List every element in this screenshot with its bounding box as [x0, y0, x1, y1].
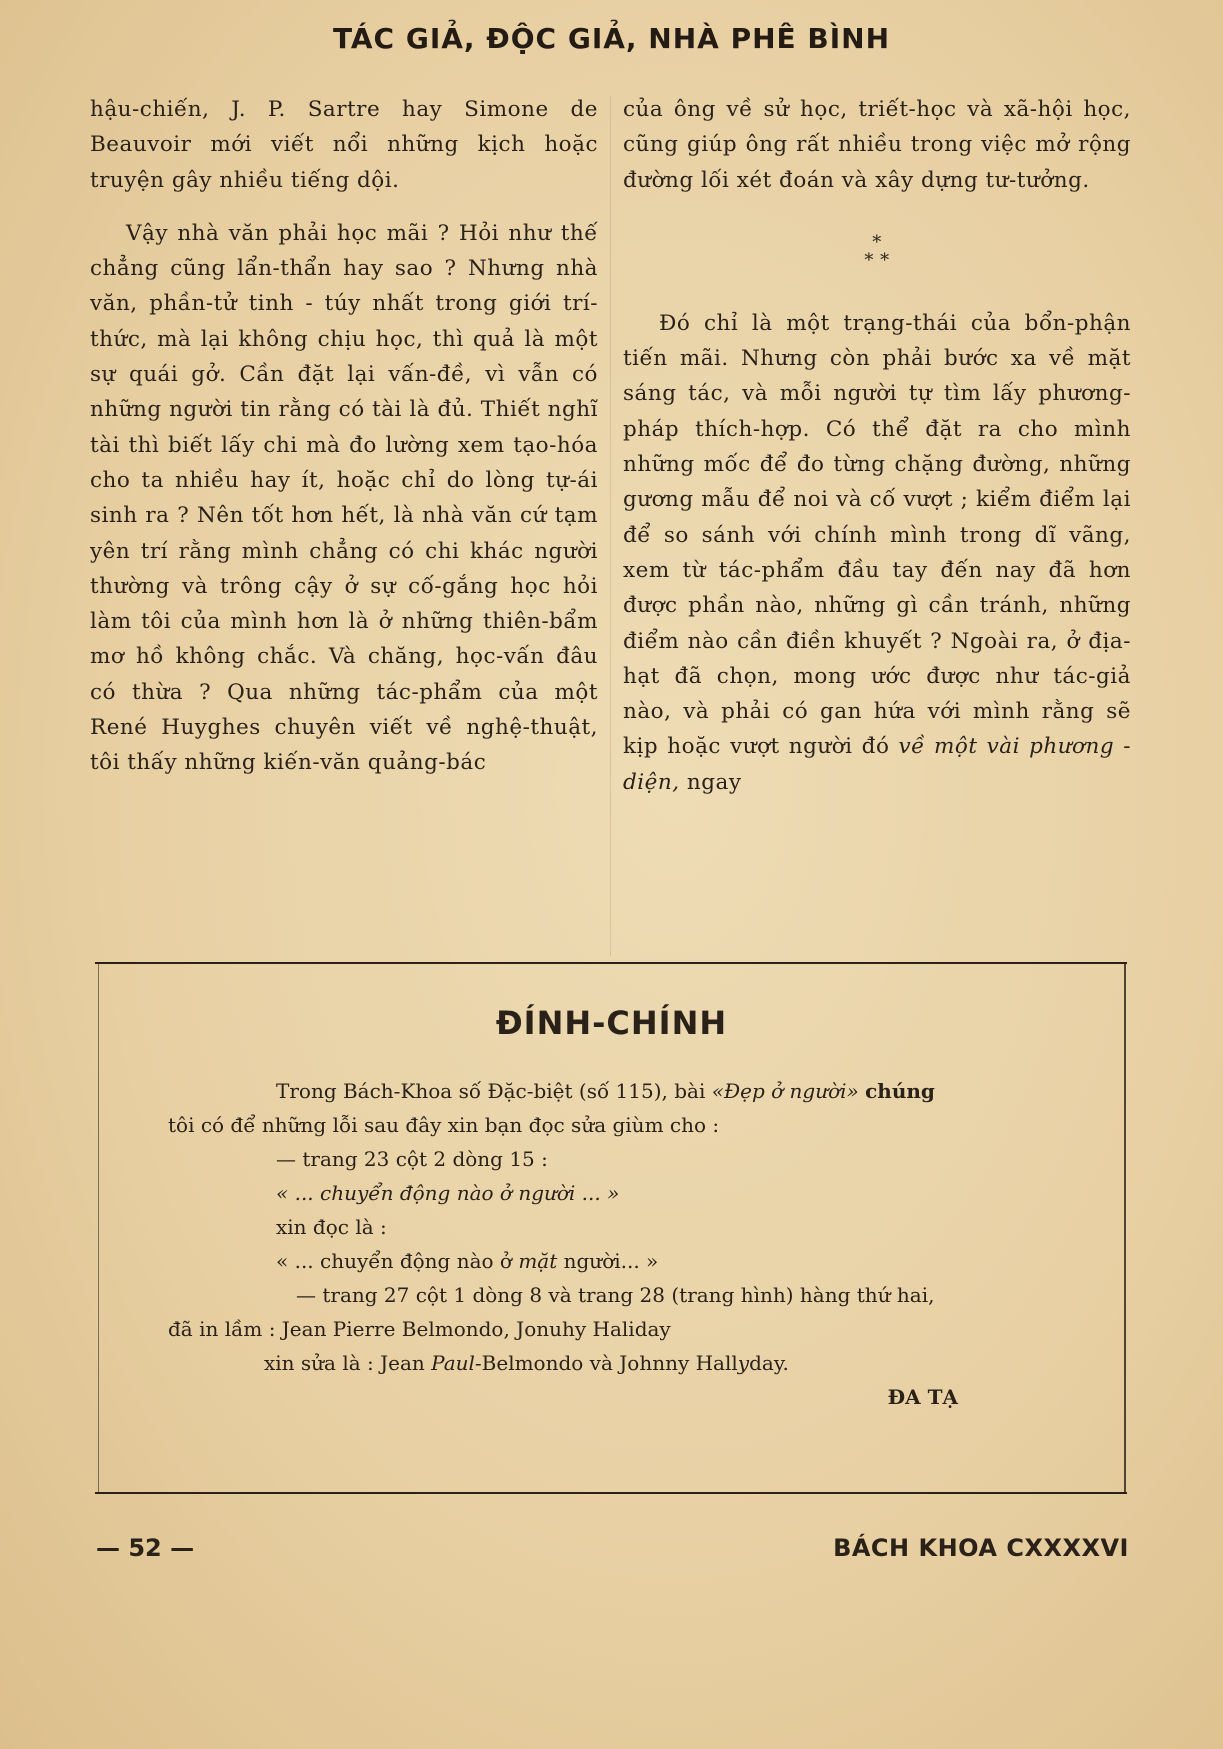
- correction-article-title: «Đẹp ở người»: [711, 1079, 859, 1103]
- column-divider: [610, 96, 611, 956]
- correction-item-1-fix-end: người... »: [563, 1249, 659, 1273]
- correction-item-2-fix-text: xin sửa là : Jean: [264, 1351, 425, 1375]
- left-column: [90, 92, 598, 781]
- correction-item-1-wrong-text: « ... chuyển động nào ở người ... »: [276, 1181, 620, 1205]
- asterism-top: *: [872, 231, 882, 253]
- correction-item-1-read: xin đọc là :: [276, 1215, 387, 1239]
- left-paragraph-1: hậu-chiến, J. P. Sartre hay Simone de Beauvoir mới viết nổi những kịch hoặc truyện gây nhiều tiếng dội.: [90, 97, 598, 193]
- correction-intro-line-1: [168, 1074, 1068, 1108]
- right-column: [623, 92, 1131, 800]
- page-number: — 52 —: [96, 1534, 195, 1562]
- correction-item-2-fix-end: day.: [749, 1351, 789, 1375]
- asterism-separator: [623, 231, 1131, 271]
- right-paragraph-2-end: ngay: [686, 769, 742, 795]
- correction-notice: [168, 1074, 1068, 1414]
- correction-intro-text: Trong Bách-Khoa số Đặc-biệt (số 115), bài: [276, 1079, 706, 1103]
- correction-intro-end: chúng: [865, 1079, 935, 1103]
- right-paragraph-2-text: Đó chỉ là một trạng-thái của bổn-phận tiến mãi. Nhưng còn phải bước xa về mặt sáng tác, và mỗi người tự tìm lấy phương-pháp thích-hợp. Có thể đặt ra cho mình những mốc để đo từng chặng đường, những gương mẫu để noi và cố vượt ; kiểm điểm lại để so sánh với chính mình trong dĩ vãng, xem từ tác-phẩm đầu tay đến nay đã hơn được phần nào, những gì cần tránh, những điểm nào cần điền khuyết ? Ngoài ra, ở địa-hạt đã chọn, mong ước được như tác-giả nào, và phải có gan hứa với mình rằng sẽ kịp hoặc vượt người đó: [623, 310, 1131, 760]
- magazine-footer-title: BÁCH KHOA CXXXXVI: [833, 1534, 1129, 1562]
- correction-item-2-fix-italic-1: Paul: [431, 1351, 475, 1375]
- correction-item-2-fix-middle: -Belmondo và Johnny Hall: [474, 1351, 738, 1375]
- correction-signature: ĐA TẠ: [887, 1385, 958, 1409]
- correction-item-1-wrong: [168, 1176, 1068, 1210]
- right-paragraph-2: [623, 306, 1131, 800]
- correction-item-2: — trang 27 cột 1 dòng 8 và trang 28 (trang hình) hàng thứ hai,: [296, 1283, 935, 1307]
- right-paragraph-1: của ông về sử học, triết-học và xã-hội học, cũng giúp ông rất nhiều trong việc mở rộng đường lối xét đoán và xây dựng tư-tưởng.: [623, 97, 1131, 193]
- correction-box-bottom-rule: [95, 1492, 1127, 1494]
- correction-item-2-line-2: đã in lầm : Jean Pierre Belmondo, Jonuhy Haliday: [168, 1317, 671, 1341]
- running-header: TÁC GIẢ, ĐỘC GIẢ, NHÀ PHÊ BÌNH: [332, 22, 891, 55]
- asterism-bottom: * *: [864, 249, 890, 271]
- correction-title: ĐÍNH-CHÍNH: [495, 1004, 728, 1042]
- correction-intro-line-2: tôi có để những lỗi sau đây xin bạn đọc sửa giùm cho :: [168, 1113, 720, 1137]
- correction-item-2-fix-italic-2: y: [737, 1351, 750, 1375]
- correction-box-top-rule: [95, 962, 1127, 964]
- correction-item-1-fix-text: « ... chuyển động nào ở: [276, 1249, 512, 1273]
- correction-item-1-fix-italic: mặt: [518, 1249, 558, 1273]
- correction-item-1: — trang 23 cột 2 dòng 15 :: [276, 1147, 548, 1171]
- correction-item-2-fix: [168, 1346, 1068, 1380]
- right-paragraph-2-italic: về một vài phương - diện,: [623, 734, 1131, 795]
- correction-box-left-rule: [98, 964, 99, 1492]
- correction-box-right-rule: [1124, 964, 1126, 1492]
- left-paragraph-2: Vậy nhà văn phải học mãi ? Hỏi như thế chẳng cũng lẩn-thẩn hay sao ? Nhưng nhà văn, phần-tử tinh - túy nhất trong giới trí-thức, mà lại không chịu học, thì quả là một sự quái gở. Cần đặt lại vấn-đề, vì vẫn có những người tin rằng có tài là đủ. Thiết nghĩ tài thì biết lấy chi mà đo lường xem tạo-hóa cho ta nhiều hay ít, hoặc chỉ do lòng tự-ái sinh ra ? Nên tốt hơn hết, là nhà văn cứ tạm yên trí rằng mình chẳng có chi khác người thường và trông cậy ở sự cố-gắng học hỏi làm tôi của mình hơn là ở những thiên-bẩm mơ hồ không chắc. Và chăng, học-vấn đâu có thừa ? Qua những tác-phẩm của một René Huyghes chuyên viết về nghệ-thuật, tôi thấy những kiến-văn quảng-bác: [90, 220, 598, 776]
- correction-item-1-fix: [168, 1244, 1068, 1278]
